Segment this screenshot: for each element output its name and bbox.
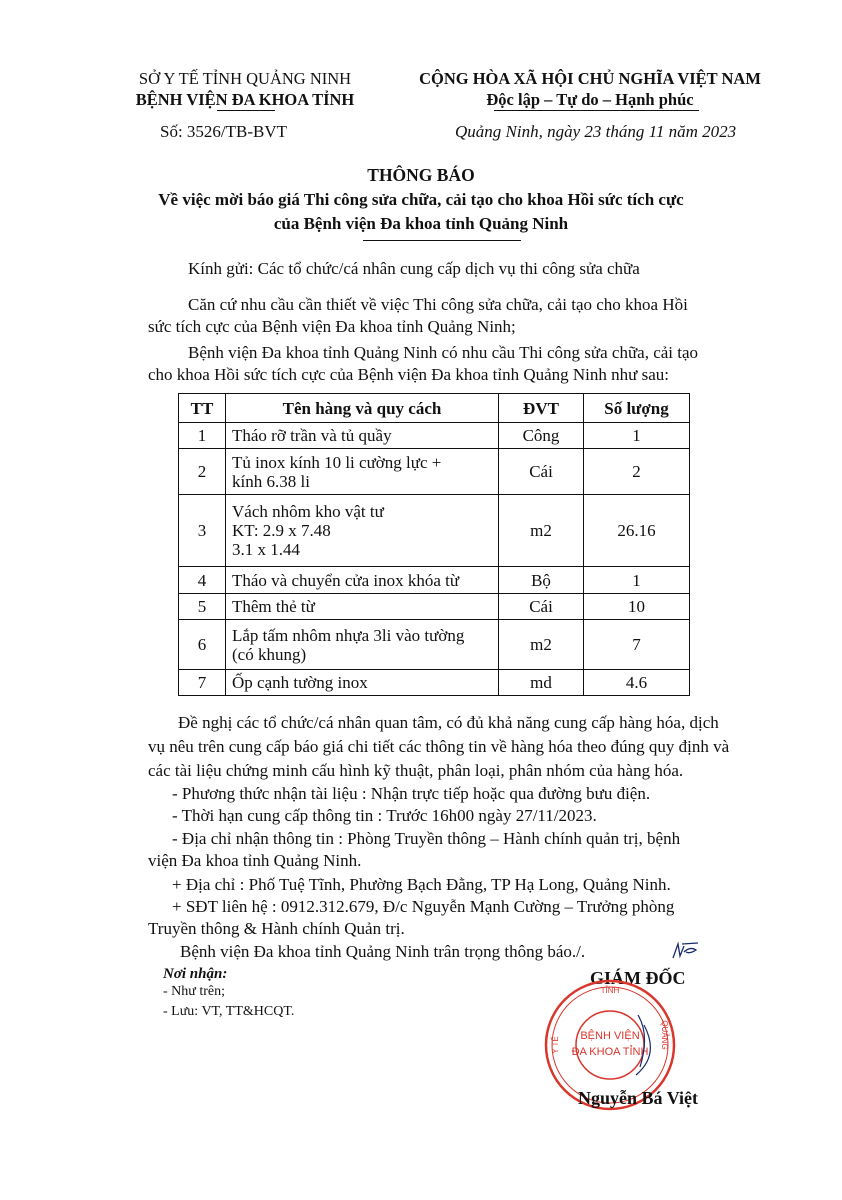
row-name-line: Tháo rỡ trần và tủ quầy <box>232 426 392 445</box>
row-name-line: (có khung) <box>232 644 307 664</box>
row-name <box>226 567 499 594</box>
items-table <box>178 393 690 696</box>
row-qty: 4.6 <box>584 670 690 696</box>
national-title: CỘNG HÒA XÃ HỘI CHỦ NGHĨA VIỆT NAM <box>419 69 761 88</box>
national-motto: Độc lập – Tự do – Hạnh phúc <box>486 90 694 109</box>
para2-line1: Bệnh viện Đa khoa tỉnh Quảng Ninh có nhu cầu Thi công sửa chữa, cải tạo <box>188 343 699 362</box>
header-left-underline <box>217 110 275 111</box>
document-subtitle-line1: Về việc mời báo giá Thi công sửa chữa, cải tạo cho khoa Hồi sức tích cực <box>158 190 684 209</box>
table-row <box>179 594 690 620</box>
bullet-method: - Phương thức nhận tài liệu : Nhận trực tiếp hoặc qua đường bưu điện. <box>172 784 651 803</box>
row-unit: md <box>499 670 584 696</box>
row-unit: Cái <box>499 449 584 495</box>
bullet-phone-line2: Truyền thông & Hành chính Quản trị. <box>148 919 405 938</box>
row-name <box>226 670 499 696</box>
row-tt: 1 <box>179 423 226 449</box>
recipients-label: Nơi nhận: <box>163 966 228 982</box>
row-qty: 2 <box>584 449 690 495</box>
header-unit: ĐVT <box>499 394 584 423</box>
table-header-row <box>179 394 690 423</box>
row-name-line: kính 6.38 li <box>232 471 310 491</box>
row-name-line: Tháo và chuyển cửa inox khóa từ <box>232 570 460 590</box>
table-row <box>179 567 690 594</box>
para2-line2: cho khoa Hồi sức tích cực của Bệnh viện Đa khoa tỉnh Quảng Ninh như sau: <box>148 365 669 384</box>
row-name <box>226 620 499 670</box>
recipients-block <box>163 966 294 1020</box>
closing-line: Bệnh viện Đa khoa tỉnh Quảng Ninh trân trọng thông báo./. <box>180 942 586 961</box>
table-row <box>179 670 690 696</box>
row-name-line: Ốp cạnh tường inox <box>232 673 368 692</box>
row-unit: Bộ <box>499 567 584 594</box>
row-name-line: KT: 2.9 x 7.48 <box>232 521 331 540</box>
department-name: SỞ Y TẾ TỈNH QUẢNG NINH <box>138 69 352 88</box>
row-name <box>226 495 499 567</box>
row-tt: 2 <box>179 449 226 495</box>
row-tt: 3 <box>179 495 226 567</box>
recipient-line: - Như trên; <box>163 984 226 999</box>
document-title: THÔNG BÁO <box>367 165 475 185</box>
row-unit: Cái <box>499 594 584 620</box>
bullet-location: + Địa chỉ : Phố Tuệ Tĩnh, Phường Bạch Đằng, TP Hạ Long, Quảng Ninh. <box>172 875 671 894</box>
recipient-line: Kính gửi: Các tổ chức/cá nhân cung cấp dịch vụ thi công sửa chữa <box>188 259 640 278</box>
row-unit: m2 <box>499 620 584 670</box>
table-row <box>179 620 690 670</box>
header-qty: Số lượng <box>584 394 690 423</box>
header-tt: TT <box>179 394 226 423</box>
table-row <box>179 423 690 449</box>
row-name <box>226 423 499 449</box>
row-qty: 1 <box>584 567 690 594</box>
para3-line3: các tài liệu chứng minh cấu hình kỹ thuật, phân loại, phân nhóm của hàng hóa. <box>148 761 684 780</box>
table-row <box>179 449 690 495</box>
row-name-line: Lắp tấm nhôm nhựa 3li vào tường <box>232 625 465 645</box>
row-qty: 1 <box>584 423 690 449</box>
bullet-address-line2: viện Đa khoa tỉnh Quảng Ninh. <box>148 851 362 870</box>
document-date: Quảng Ninh, ngày 23 tháng 11 năm 2023 <box>455 122 737 141</box>
agency-header <box>100 68 390 110</box>
header-right-underline <box>494 110 699 111</box>
initials-signature-icon <box>670 940 700 962</box>
document-subtitle-line2: của Bệnh viện Đa khoa tỉnh Quảng Ninh <box>273 214 569 233</box>
svg-text:TỈNH: TỈNH <box>600 986 620 995</box>
row-name-line: Thêm thẻ từ <box>232 597 315 616</box>
bullet-phone-line1: + SĐT liên hệ : 0912.312.679, Đ/c Nguyễn Mạnh Cường – Trưởng phòng <box>172 897 675 916</box>
row-name-line: Vách nhôm kho vật tư <box>232 502 384 521</box>
row-unit: m2 <box>499 495 584 567</box>
para1-line1: Căn cứ nhu cầu cần thiết về việc Thi công sửa chữa, cải tạo cho khoa Hồi <box>188 295 688 314</box>
signer-name: Nguyễn Bá Việt <box>578 1088 699 1108</box>
row-tt: 6 <box>179 620 226 670</box>
header-name: Tên hàng và quy cách <box>226 394 499 423</box>
table-row <box>179 495 690 567</box>
row-tt: 7 <box>179 670 226 696</box>
svg-text:QUẢNG: QUẢNG <box>660 1020 669 1050</box>
subtitle-underline <box>363 240 521 241</box>
row-qty: 26.16 <box>584 495 690 567</box>
row-tt: 5 <box>179 594 226 620</box>
para3-line1: Đề nghị các tổ chức/cá nhân quan tâm, có đủ khả năng cung cấp hàng hóa, dịch <box>178 713 719 732</box>
row-qty: 7 <box>584 620 690 670</box>
svg-text:ĐA KHOA TỈNH: ĐA KHOA TỈNH <box>571 1046 649 1058</box>
row-unit: Công <box>499 423 584 449</box>
svg-text:BỆNH VIỆN: BỆNH VIỆN <box>580 1030 640 1042</box>
row-name-line: 3.1 x 1.44 <box>232 540 300 559</box>
row-name <box>226 449 499 495</box>
bullet-address-line1: - Địa chỉ nhận thông tin : Phòng Truyền thông – Hành chính quản trị, bệnh <box>172 829 681 848</box>
signer-title: GIÁM ĐỐC <box>590 968 686 988</box>
hospital-name: BỆNH VIỆN ĐA KHOA TỈNH <box>135 90 355 109</box>
row-name <box>226 594 499 620</box>
row-tt: 4 <box>179 567 226 594</box>
row-name-line: Tủ inox kính 10 li cường lực + <box>232 452 442 472</box>
recipient-line: - Lưu: VT, TT&HCQT. <box>163 1004 295 1019</box>
document-number: Số: 3526/TB-BVT <box>160 122 288 141</box>
svg-text:Y TẾ: Y TẾ <box>551 1036 560 1054</box>
row-qty: 10 <box>584 594 690 620</box>
national-header <box>380 68 800 110</box>
bullet-deadline: - Thời hạn cung cấp thông tin : Trước 16h00 ngày 27/11/2023. <box>172 806 597 825</box>
para3-line2: vụ nêu trên cung cấp báo giá chi tiết các thông tin về hàng hóa theo đúng quy định và <box>148 737 730 756</box>
para1-line2: sức tích cực của Bệnh viện Đa khoa tỉnh Quảng Ninh; <box>148 317 516 336</box>
